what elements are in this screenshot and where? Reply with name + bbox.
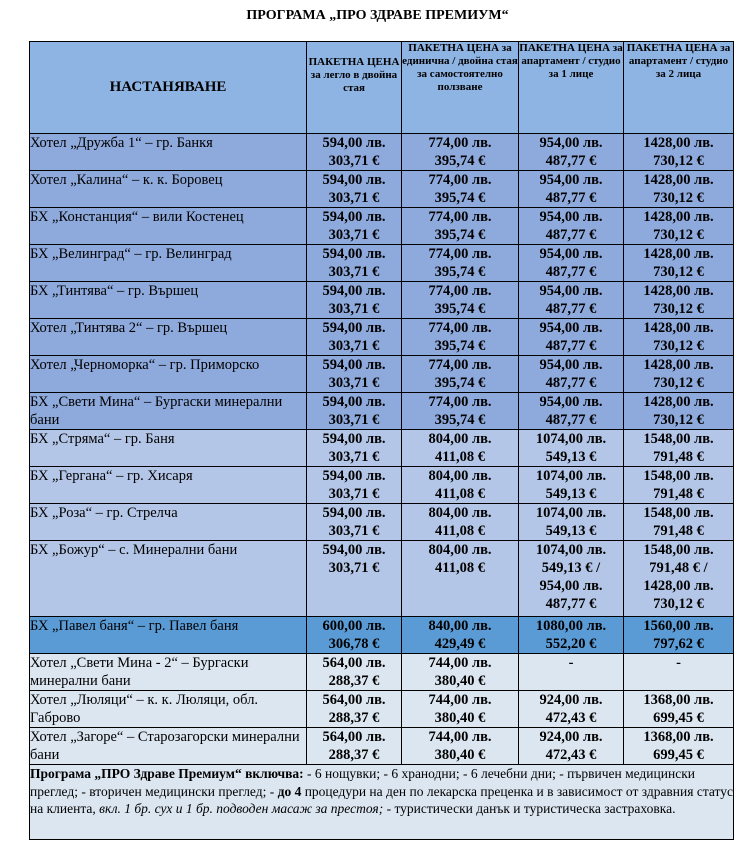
price-line: 564,00 лв. [322, 655, 386, 671]
price-line: 288,37 € [328, 673, 380, 689]
price-cell-c4 [624, 617, 734, 654]
table-header-row [30, 42, 734, 134]
hotel-name: БХ „Свети Мина“ – Бургаски минерални бани [30, 393, 307, 430]
price-line: - [568, 655, 574, 671]
price-line: 380,40 € [434, 747, 486, 763]
price-cell-c3 [519, 430, 624, 467]
price-line: 594,00 лв. [322, 357, 386, 373]
price-line: 594,00 лв. [322, 135, 386, 151]
price-line: 954,00 лв. [539, 283, 603, 299]
price-line: 1428,00 лв. [643, 246, 714, 262]
price-cell-c4 [624, 430, 734, 467]
price-cell-c4 [624, 245, 734, 282]
price-line: 594,00 лв. [322, 431, 386, 447]
price-line: 774,00 лв. [428, 246, 492, 262]
table-row [30, 134, 734, 171]
price-line: 954,00 лв. [539, 135, 603, 151]
price-cell-c4 [624, 282, 734, 319]
price-line: 552,20 € [545, 636, 597, 652]
price-cell-c3 [519, 691, 624, 728]
price-line: 429,49 € [434, 636, 486, 652]
header-apartment-1: ПАКЕТНА ЦЕНА за апартамент / студио за 1 лице [519, 42, 624, 134]
price-cell-c3 [519, 504, 624, 541]
price-line: 1368,00 лв. [643, 729, 714, 745]
price-line: 924,00 лв. [539, 692, 603, 708]
price-cell-c1 [307, 504, 402, 541]
price-line: 774,00 лв. [428, 320, 492, 336]
hotel-name: БХ „Велинград“ – гр. Велинград [30, 245, 307, 282]
price-line: 411,08 € [435, 486, 485, 502]
price-line: 549,13 € [545, 449, 597, 465]
price-cell-c4 [624, 356, 734, 393]
price-line: 288,37 € [328, 747, 380, 763]
price-line: 303,71 € [328, 523, 380, 539]
price-cell-c4 [624, 393, 734, 430]
price-line: 395,74 € [434, 338, 486, 354]
price-line: 1074,00 лв. [535, 542, 607, 558]
price-line: 730,12 € [653, 338, 704, 354]
price-line: 1428,00 лв. [643, 209, 714, 225]
price-line: 472,43 € [545, 747, 597, 763]
table-row [30, 282, 734, 319]
price-line: 804,00 лв. [428, 431, 492, 447]
price-line: 744,00 лв. [428, 729, 492, 745]
price-cell-c3 [519, 728, 624, 765]
price-cell-c3 [519, 208, 624, 245]
price-cell-c2 [402, 654, 519, 691]
price-line: 487,77 € [545, 596, 597, 612]
price-cell-c3 [519, 393, 624, 430]
price-line: 395,74 € [434, 301, 486, 317]
price-cell-c3 [519, 134, 624, 171]
price-line: 303,71 € [328, 375, 380, 391]
price-line: 303,71 € [328, 486, 380, 502]
price-cell-c3 [519, 171, 624, 208]
price-line: 730,12 € [653, 301, 704, 317]
price-cell-c1 [307, 430, 402, 467]
hotel-name: БХ „Павел баня“ – гр. Павел баня [30, 617, 307, 654]
table-row [30, 208, 734, 245]
price-cell-c2 [402, 393, 519, 430]
price-line: 472,43 € [545, 710, 597, 726]
price-cell-c2 [402, 171, 519, 208]
price-line: 395,74 € [434, 227, 486, 243]
price-line: 564,00 лв. [322, 729, 386, 745]
price-line: 380,40 € [434, 673, 486, 689]
price-line: 1428,00 лв. [643, 394, 714, 410]
price-line: 744,00 лв. [428, 655, 492, 671]
hotel-name: Хотел „Черноморка“ – гр. Приморско [30, 356, 307, 393]
hotel-name: Хотел „Свети Мина - 2“ – Бургаски минерални бани [30, 654, 307, 691]
table-row [30, 171, 734, 208]
price-line: 303,71 € [328, 264, 380, 280]
price-cell-c2 [402, 134, 519, 171]
footer-bold-procedures: до 4 [277, 783, 302, 799]
price-line: 774,00 лв. [428, 135, 492, 151]
price-line: 594,00 лв. [322, 394, 386, 410]
price-cell-c1 [307, 134, 402, 171]
price-cell-c1 [307, 282, 402, 319]
price-line: 487,77 € [545, 264, 597, 280]
hotel-name: Хотел „Дружба 1“ – гр. Банкя [30, 134, 307, 171]
price-line: 1428,00 лв. [643, 357, 714, 373]
price-cell-c4 [624, 319, 734, 356]
price-line: 791,48 € [653, 523, 704, 539]
price-cell-c3 [519, 282, 624, 319]
price-cell-c2 [402, 319, 519, 356]
price-line: 954,00 лв. [539, 578, 603, 594]
price-line: 699,45 € [653, 710, 704, 726]
price-cell-c1 [307, 728, 402, 765]
price-cell-c4 [624, 134, 734, 171]
price-cell-c3 [519, 467, 624, 504]
price-line: 395,74 € [434, 375, 486, 391]
hotel-name: БХ „Роза“ – гр. Стрелча [30, 504, 307, 541]
price-cell-c2 [402, 208, 519, 245]
table-row [30, 728, 734, 765]
price-line: 594,00 лв. [322, 542, 386, 558]
footer-text-3: - туристически данък и туристическа застраховка. [383, 801, 676, 816]
price-line: 1548,00 лв. [643, 431, 714, 447]
hotel-name: Хотел „Загоре“ – Старозагорски минерални бани [30, 728, 307, 765]
price-line: 730,12 € [653, 227, 704, 243]
price-line: 1074,00 лв. [535, 505, 607, 521]
price-cell-c4 [624, 541, 734, 617]
price-line: 774,00 лв. [428, 357, 492, 373]
price-line: 1548,00 лв. [643, 505, 714, 521]
price-line: - [676, 655, 681, 671]
price-line: 303,71 € [328, 560, 380, 576]
price-line: 411,08 € [435, 449, 485, 465]
table-row [30, 504, 734, 541]
price-line: 1560,00 лв. [643, 618, 714, 634]
hotel-name: БХ „Божур“ – с. Минерални бани [30, 541, 307, 617]
price-line: 804,00 лв. [428, 505, 492, 521]
price-line: 774,00 лв. [428, 394, 492, 410]
price-cell-c3 [519, 617, 624, 654]
hotel-name: БХ „Гергана“ – гр. Хисаря [30, 467, 307, 504]
price-line: 411,08 € [435, 560, 485, 576]
price-line: 730,12 € [653, 412, 704, 428]
price-line: 288,37 € [328, 710, 380, 726]
price-line: 594,00 лв. [322, 209, 386, 225]
price-cell-c1 [307, 393, 402, 430]
price-cell-c2 [402, 245, 519, 282]
price-line: 1428,00 лв. [643, 320, 714, 336]
price-line: 600,00 лв. [322, 618, 386, 634]
price-line: 594,00 лв. [322, 283, 386, 299]
hotel-name: БХ „Констанция“ – вили Костенец [30, 208, 307, 245]
price-line: 774,00 лв. [428, 172, 492, 188]
price-line: 303,71 € [328, 190, 380, 206]
price-line: 954,00 лв. [539, 246, 603, 262]
price-line: 730,12 € [653, 264, 704, 280]
price-line: 549,13 € / [541, 560, 601, 576]
price-line: 1074,00 лв. [535, 431, 607, 447]
header-bed-double: ПАКЕТНА ЦЕНА за легло в двойна стая [307, 42, 402, 134]
price-line: 791,48 € [653, 486, 704, 502]
price-cell-c2 [402, 467, 519, 504]
price-line: 804,00 лв. [428, 468, 492, 484]
price-line: 804,00 лв. [428, 542, 492, 558]
price-cell-c1 [307, 617, 402, 654]
price-line: 954,00 лв. [539, 394, 603, 410]
header-apartment-2: ПАКЕТНА ЦЕНА за апартамент / студио за 2 лица [624, 42, 734, 134]
price-line: 1428,00 лв. [643, 135, 714, 151]
price-cell-c1 [307, 654, 402, 691]
price-cell-c1 [307, 356, 402, 393]
price-cell-c3 [519, 654, 624, 691]
price-line: 730,12 € [653, 596, 704, 612]
price-line: 395,74 € [434, 153, 486, 169]
price-line: 303,71 € [328, 301, 380, 317]
price-line: 954,00 лв. [539, 320, 603, 336]
price-line: 395,74 € [434, 264, 486, 280]
price-line: 744,00 лв. [428, 692, 492, 708]
table-row [30, 691, 734, 728]
price-line: 924,00 лв. [539, 729, 603, 745]
page-title: ПРОГРАМА „ПРО ЗДРАВЕ ПРЕМИУМ“ [246, 8, 509, 23]
price-line: 380,40 € [434, 710, 486, 726]
price-line: 1428,00 лв. [643, 172, 714, 188]
price-line: 954,00 лв. [539, 172, 603, 188]
price-cell-c4 [624, 728, 734, 765]
price-line: 774,00 лв. [428, 283, 492, 299]
price-line: 840,00 лв. [428, 618, 492, 634]
table-row [30, 319, 734, 356]
price-line: 487,77 € [545, 153, 597, 169]
price-line: 411,08 € [435, 523, 485, 539]
price-line: 303,71 € [328, 412, 380, 428]
price-line: 487,77 € [545, 227, 597, 243]
table-row [30, 541, 734, 617]
price-line: 303,71 € [328, 449, 380, 465]
price-cell-c2 [402, 728, 519, 765]
price-line: 954,00 лв. [539, 357, 603, 373]
price-line: 594,00 лв. [322, 468, 386, 484]
hotel-name: БХ „Стряма“ – гр. Баня [30, 430, 307, 467]
table-row [30, 467, 734, 504]
table-row [30, 393, 734, 430]
price-line: 1080,00 лв. [535, 618, 607, 634]
table-row [30, 356, 734, 393]
price-line: 791,48 € / [649, 560, 708, 576]
hotel-name: БХ „Тинтява“ – гр. Вършец [30, 282, 307, 319]
price-line: 730,12 € [653, 190, 704, 206]
price-cell-c2 [402, 504, 519, 541]
header-accommodation: НАСТАНЯВАНЕ [30, 42, 307, 134]
price-line: 306,78 € [328, 636, 380, 652]
hotel-name: Хотел „Калина“ – к. к. Боровец [30, 171, 307, 208]
price-line: 594,00 лв. [322, 246, 386, 262]
price-cell-c1 [307, 691, 402, 728]
price-line: 1548,00 лв. [643, 542, 714, 558]
price-line: 395,74 € [434, 412, 486, 428]
price-line: 303,71 € [328, 338, 380, 354]
price-cell-c2 [402, 617, 519, 654]
price-cell-c4 [624, 691, 734, 728]
table-row [30, 430, 734, 467]
price-line: 730,12 € [653, 153, 704, 169]
price-line: 549,13 € [545, 486, 597, 502]
header-single-use: ПАКЕТНА ЦЕНА за единична / двойна стая за самостоятелно ползване [402, 42, 519, 134]
price-cell-c2 [402, 356, 519, 393]
price-line: 487,77 € [545, 338, 597, 354]
price-line: 564,00 лв. [322, 692, 386, 708]
price-line: 791,48 € [653, 449, 704, 465]
price-line: 594,00 лв. [322, 505, 386, 521]
price-cell-c1 [307, 171, 402, 208]
price-cell-c4 [624, 208, 734, 245]
price-cell-c3 [519, 541, 624, 617]
price-cell-c2 [402, 691, 519, 728]
footer-massage-note: вкл. 1 бр. сух и 1 бр. подводен масаж за престоя; [99, 801, 384, 816]
price-line: 1074,00 лв. [535, 468, 607, 484]
price-line: 730,12 € [653, 375, 704, 391]
hotel-name: Хотел „Люляци“ – к. к. Люляци, обл. Габрово [30, 691, 307, 728]
footer-text-1: - 6 нощувки; - 6 хранодни; - 6 лечебни дни; - първичен медицински преглед; - вторичен медицински преглед; - [30, 766, 695, 799]
price-cell-c4 [624, 654, 734, 691]
price-cell-c4 [624, 467, 734, 504]
price-cell-c3 [519, 245, 624, 282]
price-cell-c4 [624, 171, 734, 208]
price-line: 954,00 лв. [539, 209, 603, 225]
price-line: 1428,00 лв. [643, 283, 714, 299]
price-cell-c1 [307, 245, 402, 282]
footer-text-2: процедури на ден по лекарска преценка и в зависимост от здравния статус на клиента, [30, 783, 734, 816]
price-line: 594,00 лв. [322, 320, 386, 336]
price-cell-c4 [624, 504, 734, 541]
footer-row [30, 765, 734, 840]
price-line: 1368,00 лв. [643, 692, 714, 708]
price-line: 487,77 € [545, 190, 597, 206]
price-cell-c2 [402, 282, 519, 319]
price-cell-c2 [402, 541, 519, 617]
table-row [30, 245, 734, 282]
price-cell-c1 [307, 541, 402, 617]
price-cell-c3 [519, 356, 624, 393]
footer-lead: Програма „ПРО Здраве Премиум“ включва: [30, 766, 304, 781]
price-line: 487,77 € [545, 412, 597, 428]
price-line: 594,00 лв. [322, 172, 386, 188]
price-line: 395,74 € [434, 190, 486, 206]
price-line: 1548,00 лв. [643, 468, 714, 484]
price-line: 303,71 € [328, 227, 380, 243]
price-line: 1428,00 лв. [643, 578, 714, 594]
price-line: 699,45 € [653, 747, 704, 763]
price-line: 774,00 лв. [428, 209, 492, 225]
price-cell-c1 [307, 208, 402, 245]
price-cell-c1 [307, 467, 402, 504]
table-row [30, 654, 734, 691]
price-cell-c3 [519, 319, 624, 356]
price-table [29, 41, 734, 840]
hotel-name: Хотел „Тинтява 2“ – гр. Вършец [30, 319, 307, 356]
program-includes-note [30, 765, 734, 840]
price-cell-c2 [402, 430, 519, 467]
price-line: 303,71 € [328, 153, 380, 169]
price-line: 487,77 € [545, 375, 597, 391]
price-cell-c1 [307, 319, 402, 356]
price-line: 549,13 € [545, 523, 597, 539]
table-row [30, 617, 734, 654]
price-line: 797,62 € [653, 636, 704, 652]
price-line: 487,77 € [545, 301, 597, 317]
